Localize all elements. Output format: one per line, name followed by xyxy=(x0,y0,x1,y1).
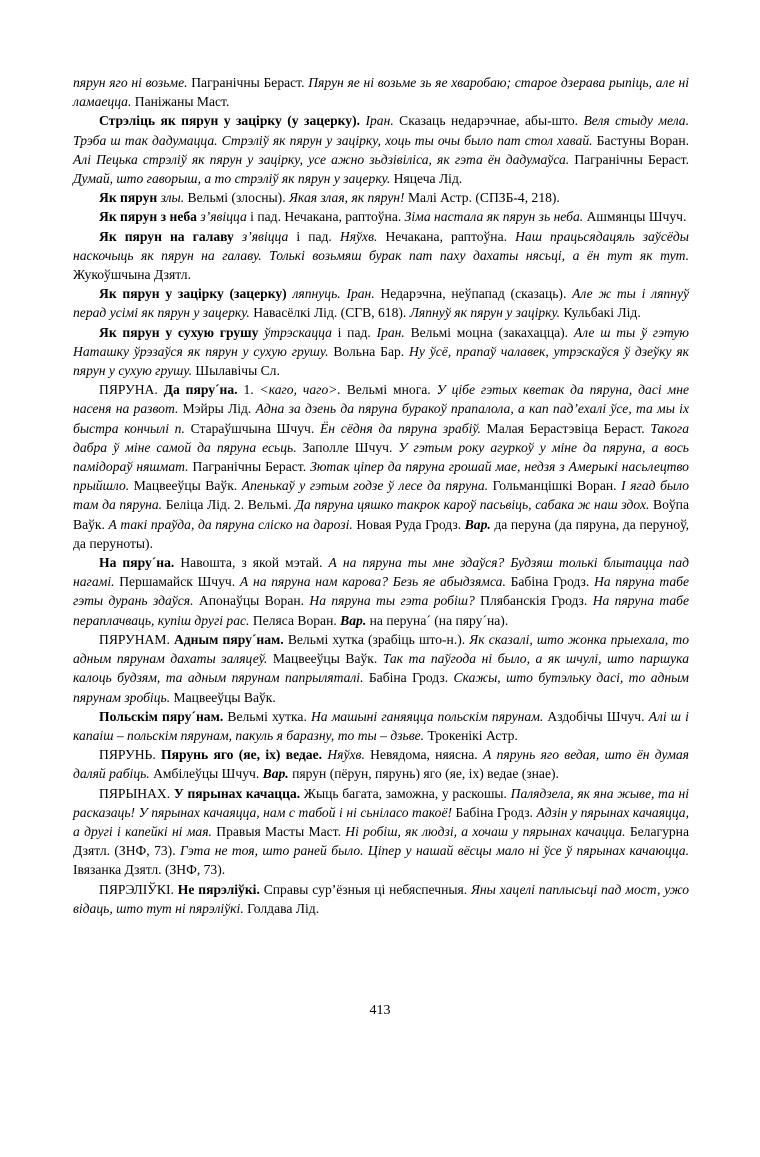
example: Такога дабра ў міне самой да пяруна есьць. xyxy=(73,420,689,455)
definition: Вельмі хутка. xyxy=(223,708,311,724)
example: Наш працьсядацяль заўсёды наскочыць як пярун на галаву. Толькі возьмяш бурак пат паху дахаты нясьці, а ён тут як тут. xyxy=(73,228,689,263)
example: Якая злая, як пярун! xyxy=(289,190,405,206)
entry xyxy=(73,707,689,745)
definition: Нечакана, раптоўна. xyxy=(377,228,516,244)
source: Мацвееўцы Ваўк. xyxy=(170,689,276,705)
example: У гэтым року агуркоў у міне да пяруна, а вось памідораў няшмат. xyxy=(73,439,689,475)
entry xyxy=(73,207,689,226)
example: Думай, што гаворыш, а то стрэліў як пярун у зацерку. xyxy=(73,171,391,187)
example: Зіма настала як пярун зь неба. xyxy=(404,209,584,225)
source: Бабіна Гродз. xyxy=(505,574,594,590)
variants: да перуна (да пяруна, да перуноў, да перуноты). xyxy=(73,516,689,551)
lemma: ПЯРЭЛІЎКІ. xyxy=(99,881,178,897)
source: Бастуны Воран. xyxy=(592,132,689,148)
entry xyxy=(73,380,689,553)
label: <каго, чаго>. xyxy=(259,382,341,398)
label: Няўхв. xyxy=(339,228,378,244)
page-number: 413 xyxy=(369,1003,391,1018)
entry xyxy=(73,284,689,322)
variant-label: Вар. xyxy=(262,766,289,782)
lemma: ПЯРЫНАХ. xyxy=(99,785,174,801)
label: Іран. xyxy=(376,324,405,340)
example: Адна за дзень да пяруна буракоў прапалола, а кап пад’ехалі ўсе, та мы іх быстра кончылі п. xyxy=(73,401,689,436)
headword: Як пярун у зацірку (зацерку) xyxy=(99,286,287,302)
source: Пагранічны Бераст. xyxy=(187,75,309,90)
example: Яны хацелі паплысьці пад мост, ужо відаць, што тут ні пярэліўкі. xyxy=(73,881,689,916)
source: Плябанскія Гродз. xyxy=(474,593,593,609)
source: Малі Астр. (СПЗБ-4, 218). xyxy=(404,190,560,206)
example: Апенькаў у гэтым годзе ў лесе да пяруна. xyxy=(241,478,489,494)
entry xyxy=(73,111,689,188)
example: Ён сёдня да пяруна зрабіў. xyxy=(319,420,481,436)
example: На пяруна табе гэты дурань здаўся. xyxy=(73,574,689,609)
headword: Як пярун з неба xyxy=(99,209,197,225)
text: і пад. xyxy=(288,228,340,244)
definition: Вельмі моцна (закахацца). xyxy=(404,324,574,340)
text: і пад. xyxy=(331,324,377,340)
source: Шылавічы Сл. xyxy=(191,363,280,379)
example: Але ш ты ў гэтую Наташку ўрэзаўся як пярун у сухую грушу. xyxy=(73,324,689,359)
label: ўтрэскацца xyxy=(258,324,332,340)
example: А на пяруна нам карова? Безь яе абыдзямса. xyxy=(239,574,506,590)
variants: пярун (пёрун, пярунь) яго (яе, іх) ведае (знае). xyxy=(288,766,559,782)
variants: на перуна´ (на пяру´на). xyxy=(366,612,509,628)
source: Мацвееўцы Ваўк. xyxy=(129,478,242,494)
headword: Да пяру´на. xyxy=(163,382,238,398)
source: Новая Руда Гродз. xyxy=(352,516,465,532)
entry xyxy=(73,784,689,880)
headword: Не пярэліўкі. xyxy=(177,881,260,897)
source: Жукоўшчына Дзятл. xyxy=(73,267,191,283)
entry xyxy=(73,553,689,630)
example: Алі Пецька стрэліў як пярун у зацірку, усе ажно зьдзівіліса, як гэта ён дадумаўса. xyxy=(73,151,570,167)
headword: Як пярун на галаву xyxy=(99,228,234,244)
source: Апонаўцы Воран. xyxy=(193,593,310,609)
source: Кульбакі Лід. xyxy=(560,305,641,321)
example: А такі праўда, да пяруна сліско на дарозі. xyxy=(108,516,353,532)
headword: Стрэліць як пярун у зацірку (у зацерку). xyxy=(99,113,361,129)
example: Ні робіш, як людзі, а хочаш у пярынах качацца. xyxy=(345,823,626,839)
definition: і пад. Нечакана, раптоўна. xyxy=(246,209,405,225)
source: Аздобічы Шчуч. xyxy=(543,708,649,724)
definition: Невядома, няясна. xyxy=(364,747,483,763)
definition: Жыць багата, заможна, у раскошы. xyxy=(300,785,511,801)
source: Бабіна Гродз. xyxy=(363,670,454,686)
entry xyxy=(73,323,689,381)
example: Веля стыду мела. Трэба ш так дадумацца. Стрэліў як пярун у зацірку, хоць ты очы было пат стол хавай. xyxy=(73,113,689,148)
source: Стараўшчына Шчуч. xyxy=(184,420,320,436)
entry xyxy=(73,880,689,918)
label: Няўхв. xyxy=(327,747,365,763)
example: А на пяруна ты мне здаўся? Будзяш толькі блытацца пад нагамі. xyxy=(73,555,689,590)
definition: Сказаць недарэчнае, абы-што. xyxy=(393,113,584,129)
lemma: ПЯРУНА. xyxy=(99,382,164,398)
example: Зютак ціпер да пяруна грошай мае, недзя з Амерыкі насьлецтво прыйшло. xyxy=(73,459,689,494)
variant-label: Вар. xyxy=(340,612,367,628)
text: 1. xyxy=(237,382,260,398)
headword: Пярунь яго (яе, іх) ведае. xyxy=(161,747,323,763)
label: Іран. xyxy=(360,113,394,129)
label: ляпнуць. xyxy=(286,286,341,302)
source: Ашмянцы Шчуч. xyxy=(583,209,687,225)
example: Так та паўгода ні было, а як шчулі, што паршука калоць будзям, та адным пярунам папрыляталі. xyxy=(73,651,690,686)
source: Паніжаны Маст. xyxy=(131,94,230,110)
entry xyxy=(73,227,689,285)
source: Навасёлкі Лід. (СГВ, 618). xyxy=(249,305,410,321)
definition: Навошта, з якой мэтай. xyxy=(174,555,329,571)
variant-label: Вар. xyxy=(464,516,491,532)
source: Івязанка Дзятл. (ЗНФ, 73). xyxy=(73,862,226,878)
lemma: ПЯРУНАМ. xyxy=(99,631,174,647)
source: Няцеча Лід. xyxy=(390,171,463,187)
example: Гэта не тоя, што раней было. Ціпер у нашай вёсцы мало ні ўсе ў пярынах качаюцца. xyxy=(179,843,689,859)
label: з’явіцца xyxy=(233,228,289,244)
source: Заполле Шчуч. xyxy=(296,439,399,455)
example: А пярунь яго ведая, што ён думая даляй рабіць. xyxy=(73,747,689,782)
label: з’явіцца xyxy=(196,209,247,225)
entry-continuation xyxy=(73,73,689,111)
example: Ляпнуў як пярун у зацірку. xyxy=(409,305,561,321)
source: Гольманцішкі Воран. xyxy=(488,478,622,494)
source: Беліца Лід. 2. Вельмі. xyxy=(162,497,296,513)
headword: Як пярун xyxy=(99,190,158,206)
lemma: ПЯРУНЬ. xyxy=(99,747,162,763)
source: Мэйры Лід. xyxy=(178,401,256,417)
definition: Вельмі многа. xyxy=(340,382,437,398)
example: Алі ш і капаіш – польскім пярунам, пакуль я баразну, то ты – дзьве. xyxy=(73,708,689,743)
source: Пагранічны Бераст. xyxy=(188,459,311,475)
label: Іран. xyxy=(346,286,375,302)
definition: Вельмі хутка (зрабіць што-н.). xyxy=(283,631,470,647)
example: пярун яго ні возьме. xyxy=(73,75,188,90)
headword: Адным пяру´нам. xyxy=(173,631,284,647)
entry xyxy=(73,188,689,207)
example: Да пяруна цяшко такрок кароў пасьвіць, сабака ж наш здох. xyxy=(295,497,650,513)
example: Адзін у пярынах качаяцца, а другі і капейкі ні мая. xyxy=(73,804,689,839)
headword: Польскім пяру´нам. xyxy=(99,708,224,724)
example: Скажы, што бутэльку дасі, то адным пярунам зробіць. xyxy=(73,670,689,705)
definition: Вельмі (злосны). xyxy=(184,190,289,206)
example: Як сказалі, што жонка прыехала, то адным пярунам дахаты заляцеў. xyxy=(73,631,689,667)
source: Амбілеўцы Шчуч. xyxy=(149,766,263,782)
source: Белагурна Дзятл. (ЗНФ, 73). xyxy=(73,823,689,859)
definition: Справы сур’ёзныя ці небяспечныя. xyxy=(259,881,471,897)
headword: У пярынах качацца. xyxy=(173,785,301,801)
source: Мацвееўцы Ваўк. xyxy=(267,651,383,667)
definition: Недарэчна, неўпапад (сказаць). xyxy=(374,286,573,302)
example: І ягад было там да пяруна. xyxy=(73,478,690,513)
source: Правыя Масты Маст. xyxy=(211,823,346,839)
headword: Як пярун у сухую грушу xyxy=(99,324,259,340)
entry xyxy=(73,745,689,783)
source: Пеляса Воран. xyxy=(249,612,341,628)
source: Воўпа Ваўк. xyxy=(73,497,689,532)
source: Голдава Лід. xyxy=(243,900,320,916)
page-text xyxy=(73,73,689,918)
source: Пагранічны Бераст. xyxy=(569,151,689,167)
source: Вольна Бар. xyxy=(328,343,410,359)
source: Малая Берастэвіца Бераст. xyxy=(480,420,651,436)
source: Першамайск Шчуч. xyxy=(114,574,240,590)
entry xyxy=(73,630,689,707)
example: У цібе гэтых кветак да пяруна, дасі мне насеня на развот. xyxy=(73,382,689,417)
example: На машыні ганяяцца польскім пярунам. xyxy=(310,708,544,724)
example: На пяруна ты гэта робіш? xyxy=(309,593,475,609)
example: Ну ўсё, прапаў чалавек, утрэскаўся ў дзеўку як пярун у сухую грушу. xyxy=(73,343,689,379)
headword: На пяру´на. xyxy=(99,555,175,571)
example: Але ж ты і ляпнуў перад усімі як пярун у зацерку. xyxy=(73,286,690,321)
example: На пяруна табе пераплачваць, купіш другі рас. xyxy=(73,593,690,628)
example: Палядзела, як яна жыве, та ні расказаць! У пярынах качаяцца, нам с табой і ні сьніласо такоё! xyxy=(73,785,690,820)
source: Бабіна Гродз. xyxy=(452,804,537,820)
label: злы. xyxy=(157,190,185,206)
source: Трокенікі Астр. xyxy=(424,727,518,743)
example: Пярун яе ні возьме зь яе хваробаю; старое дзерава рыпіць, але ні ламаецца. xyxy=(73,75,689,110)
